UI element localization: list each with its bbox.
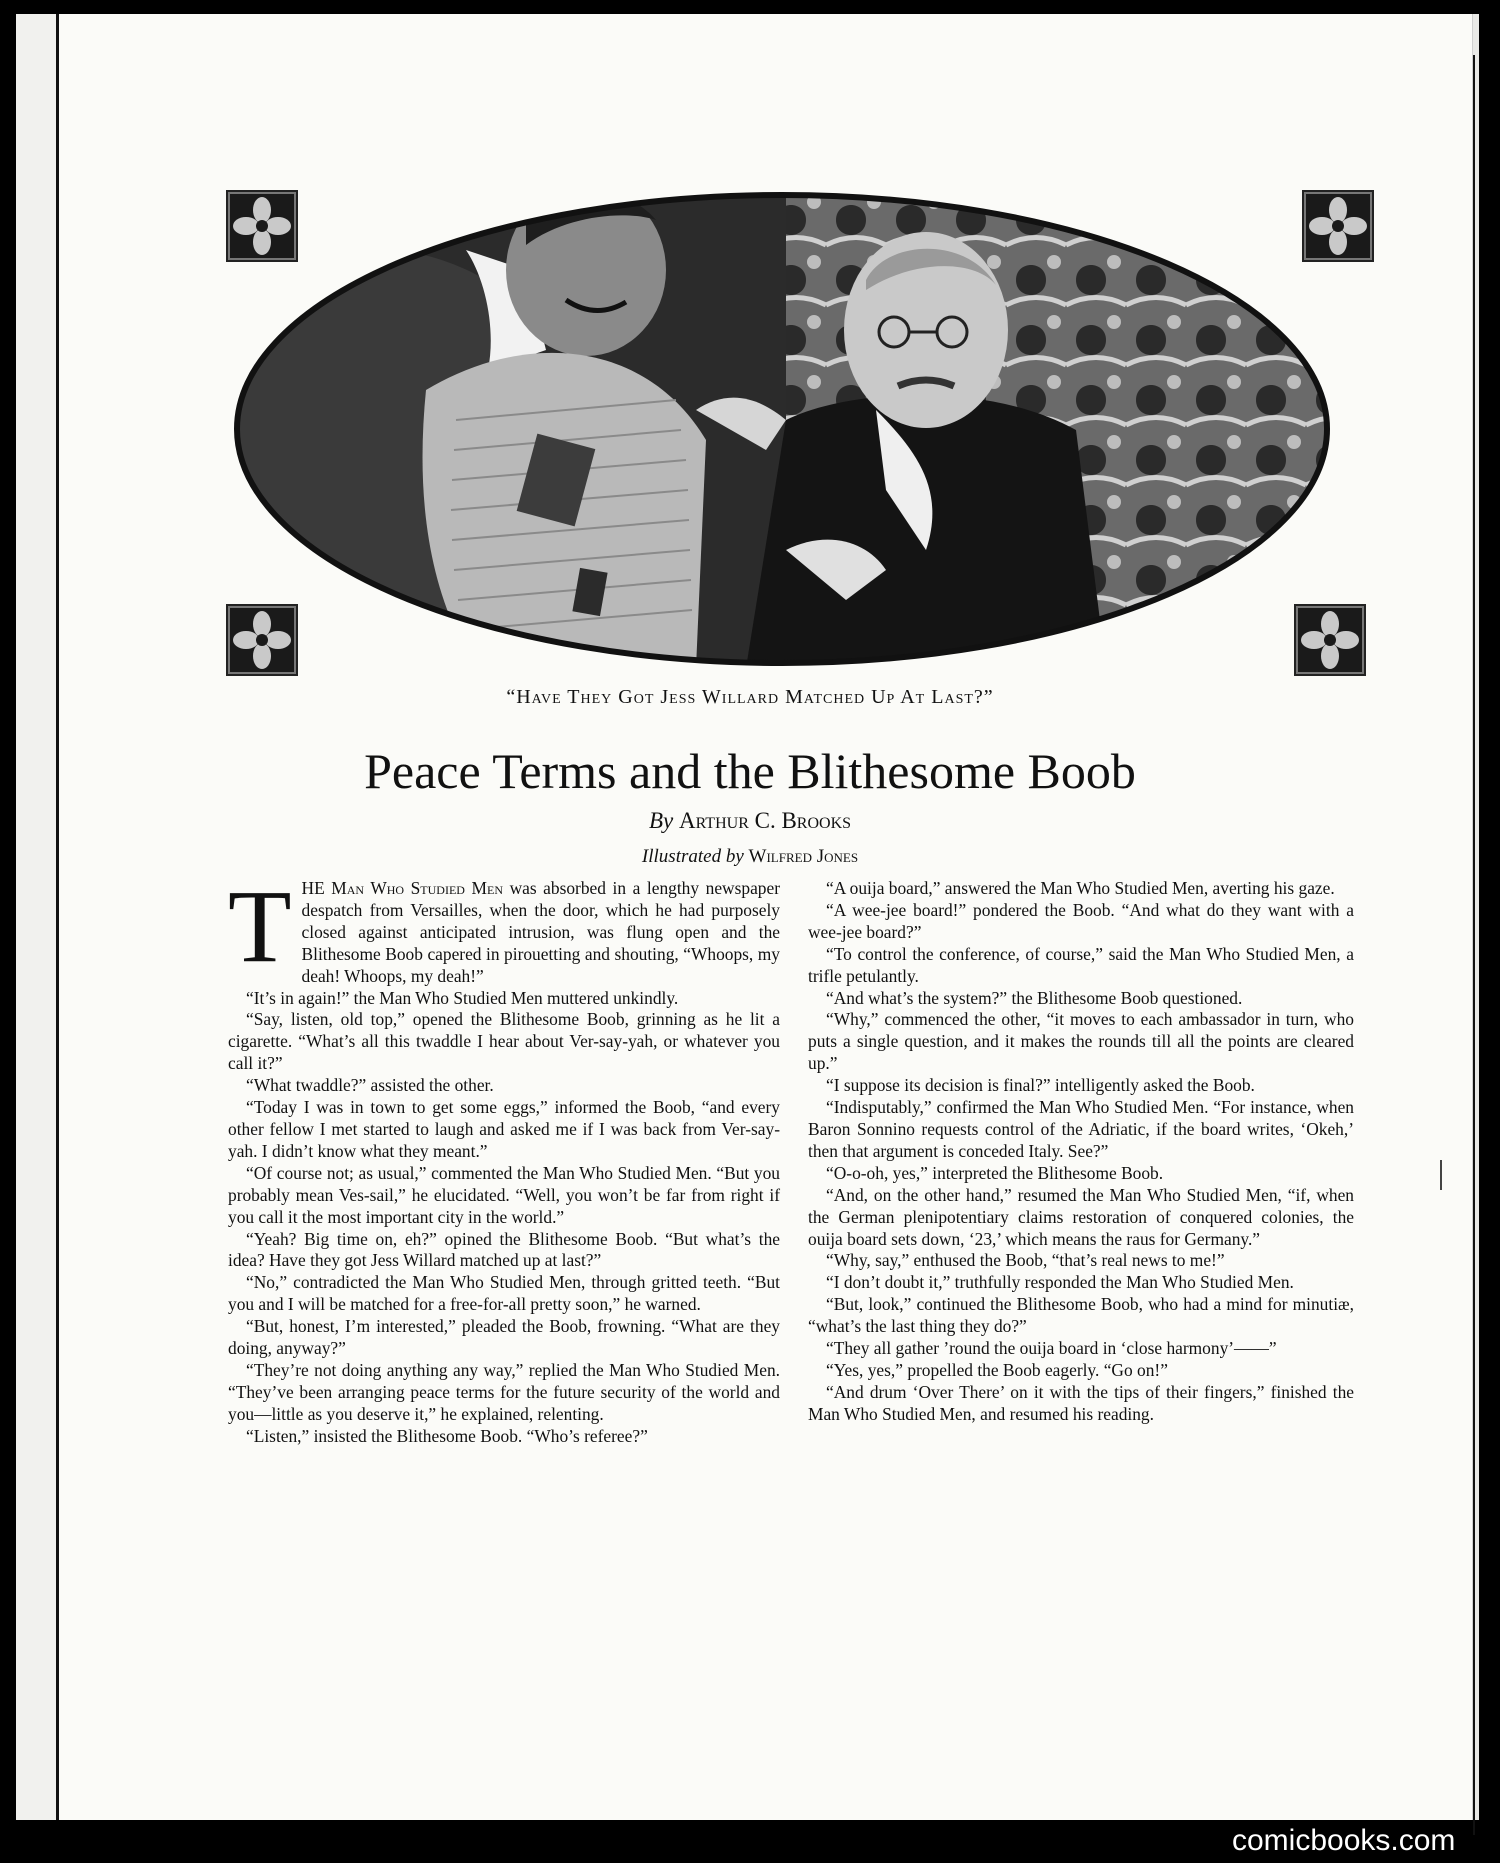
illustrated-prefix: Illustrated by bbox=[641, 846, 744, 867]
paragraph: THE Man Who Studied Men was absorbed in a lengthy newspaper despatch from Versailles, when the door, which he had purposely closed against anticipated intrusion, was flung open and the Blithesome Boob capered in pirouetting and shouting, “Whoops, my deah! Whoops, my deah!” bbox=[228, 869, 780, 986]
paragraph: “A wee-jee board!” pondered the Boob. “And what do they want with a wee-jee board?” bbox=[808, 899, 1354, 942]
paragraph: “To control the conference, of course,” said the Man Who Studied Men, a trifle petulantly. bbox=[808, 943, 1354, 986]
paragraph: “Yeah? Big time on, eh?” opined the Blithesome Boob. “But what’s the idea? Have they got Jess Willard matched up at last?” bbox=[228, 1228, 780, 1271]
facing-page-edge bbox=[16, 14, 59, 1820]
paragraph: “No,” contradicted the Man Who Studied Men, through gritted teeth. “But you and I will be matched for a free-for-all pretty soon,” he warned. bbox=[228, 1272, 780, 1315]
paragraph: “They all gather ’round the ouija board in ‘close harmony’——” bbox=[826, 1338, 1277, 1359]
oval-illustration bbox=[226, 190, 1338, 668]
paragraph: “O-o-oh, yes,” interpreted the Blithesome Boob. bbox=[826, 1162, 1164, 1183]
paragraph: “Say, listen, old top,” opened the Blithesome Boob, grinning as he lit a cigarette. “What’s all this twaddle I hear about Ver-say-yah, or whatever you call it?” bbox=[228, 1009, 780, 1074]
paragraph: “Indisputably,” confirmed the Man Who Studied Men. “For instance, when Baron Sonnino requests control of the Adriatic, if the board writes, ‘Okeh,’ then that argument is conceded Italy. See?” bbox=[808, 1097, 1354, 1161]
article-column-right bbox=[808, 878, 1354, 1426]
paragraph: “Why,” commenced the other, “it moves to each ambassador in turn, who puts a single question, and it makes the rounds till all the points are cleared up.” bbox=[808, 1009, 1354, 1074]
paragraph: “What twaddle?” assisted the other. bbox=[246, 1075, 494, 1096]
paragraph: “They’re not doing anything any way,” replied the Man Who Studied Men. “They’ve been arranging peace terms for the future security of the world and you—little as you deserve it,” he explained, relenting. bbox=[228, 1359, 780, 1424]
paragraph: “And, on the other hand,” resumed the Man Who Studied Men, “if, when the German plenipotentiary claims restoration of conquered colonies, the ouija board sets down, ‘23,’ which means the raus for Germany.” bbox=[808, 1184, 1354, 1249]
paragraph: “Listen,” insisted the Blithesome Boob. “Who’s referee?” bbox=[246, 1425, 648, 1446]
opening-smallcaps: HE Man Who Studied Men bbox=[301, 878, 503, 898]
binding-line bbox=[1473, 55, 1475, 1835]
article-column-left bbox=[228, 869, 780, 1448]
paragraph: “And drum ‘Over There’ on it with the tips of their fingers,” finished the Man Who Studied Men, and resumed his reading. bbox=[808, 1381, 1354, 1424]
paragraph: “But, honest, I’m interested,” pleaded the Boob, frowning. “What are they doing, anyway?” bbox=[228, 1316, 780, 1359]
byline bbox=[350, 808, 1150, 834]
watermark: comicbooks.com bbox=[1232, 1824, 1456, 1857]
article-title: Peace Terms and the Blithesome Boob bbox=[364, 743, 1136, 799]
paragraph: “I suppose its decision is final?” intelligently asked the Boob. bbox=[826, 1075, 1255, 1096]
scan-mark bbox=[1440, 1160, 1442, 1190]
illustrator-credit bbox=[350, 846, 1150, 868]
illustrator-name: Wilfred Jones bbox=[748, 846, 859, 867]
paragraph: “I don’t doubt it,” truthfully responded the Man Who Studied Men. bbox=[826, 1272, 1294, 1293]
byline-prefix: By bbox=[648, 808, 674, 833]
paragraph: “Today I was in town to get some eggs,” informed the Boob, “and every other fellow I met started to laugh and asked me if I was back from Ver-say-yah. I didn’t know what they meant.” bbox=[228, 1097, 780, 1161]
paragraph: “But, look,” continued the Blithesome Boob, who had a mind for minutiæ, “what’s the last thing they do?” bbox=[808, 1294, 1354, 1337]
paragraph: “Of course not; as usual,” commented the Man Who Studied Men. “But you probably mean Ves-sail,” he elucidated. “Well, you won’t be far from right if you call it the most important city in the world.” bbox=[228, 1162, 780, 1227]
paragraph: “It’s in again!” the Man Who Studied Men muttered unkindly. bbox=[246, 987, 679, 1008]
illustration-caption: “Have They Got Jess Willard Matched Up At Last?” bbox=[506, 686, 994, 708]
paragraph: “Why, say,” enthused the Boob, “that’s real news to me!” bbox=[826, 1250, 1225, 1271]
author-name: Arthur C. Brooks bbox=[678, 808, 852, 833]
drop-cap: T bbox=[228, 869, 292, 984]
paragraph: “And what’s the system?” the Blithesome Boob questioned. bbox=[826, 987, 1243, 1008]
paragraph: “Yes, yes,” propelled the Boob eagerly. “Go on!” bbox=[826, 1359, 1168, 1380]
paragraph: “A ouija board,” answered the Man Who Studied Men, averting his gaze. bbox=[826, 878, 1335, 898]
